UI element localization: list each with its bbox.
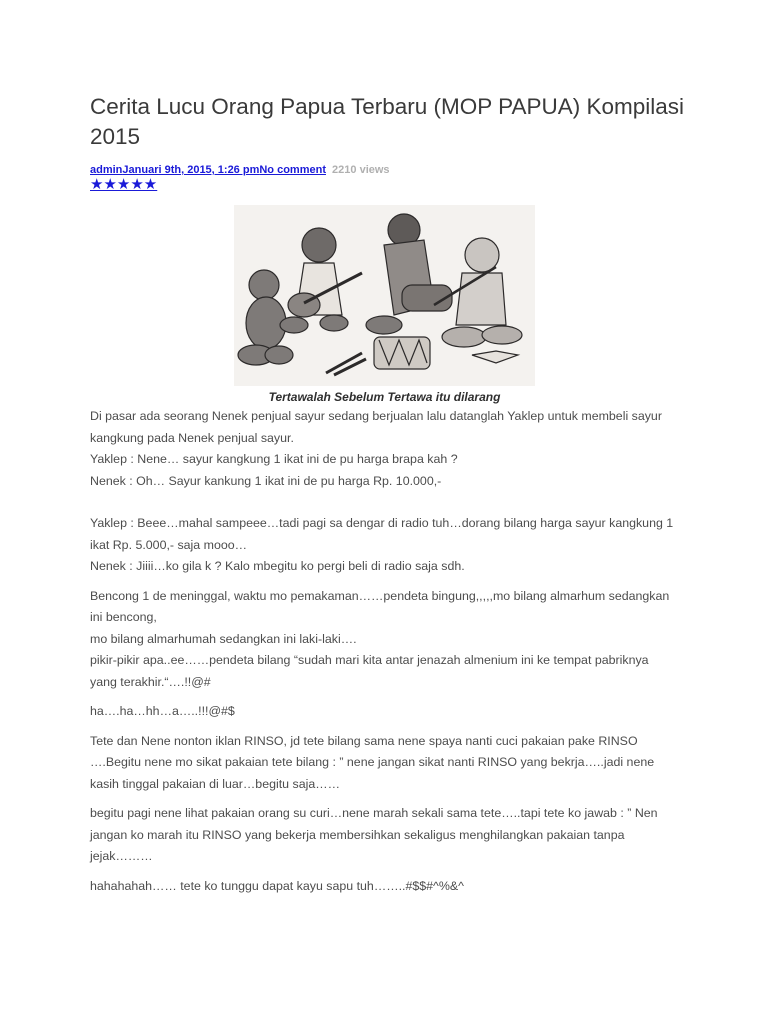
paragraph-6: hahahahah…… tete ko tunggu dapat kayu sapu tuh……..#$$#^%&^ (90, 878, 464, 893)
paragraph-text: pikir-pikir apa..ee……pendeta bilang “sudah mari kita antar jenazah almenium ini ke tempat pabriknya yang terakhir.“….!!@# (90, 653, 649, 689)
image-caption: Tertawalah Sebelum Tertawa itu dilarang (268, 390, 501, 404)
paragraph-4: Tete dan Nene nonton iklan RINSO, jd tete bilang sama nene spaya nanti cuci pakaian pake RINSO ….Begitu nene mo sikat pakaian tete bilang : ” nene jangan sikat nanti RINSO yang bekrja…..jadi nene kasih tinggal pakaian di luar…begitu saja…… (90, 733, 655, 791)
paragraph-5: begitu pagi nene lihat pakaian orang su curi…nene marah sekali sama tete…..tapi tete ko jawab : ” Nen jangan ko marah itu RINSO yang bekerja membersihkan sekaligus menghilangkan pakaian tanpa jejak……… (90, 806, 658, 863)
paragraph-text: Yaklep : Beee…mahal sampeee…tadi pagi sa dengar di radio tuh…dorang bilang harga sayur kangkung 1 ikat Rp. 5.000,- saja mooo… (90, 516, 674, 552)
paragraph-text: Yaklep : Nene… sayur kangkung 1 ikat ini de pu harga brapa kah ? (90, 452, 458, 466)
paragraph-text: Nenek : Oh… Sayur kankung 1 ikat ini de pu harga Rp. 10.000,- (90, 473, 442, 488)
star-rating[interactable]: ★★★★★ (90, 176, 158, 193)
article-meta (90, 164, 390, 176)
paragraph-text: Nenek : Jiiii…ko gila k ? Kalo mbegitu ko pergi beli di radio saja sdh. (90, 559, 465, 573)
comments-link[interactable]: No comment (259, 164, 326, 176)
paragraph-text: mo bilang almarhumah sedangkan ini laki-laki…. (90, 631, 357, 646)
paragraph-3: ha….ha…hh…a…..!!!@#$ (90, 704, 235, 718)
view-count: 2210 views (332, 164, 390, 176)
paragraph-1 (90, 406, 675, 578)
date-link[interactable]: Januari 9th, 2015, 1:26 pm (122, 164, 260, 176)
article-illustration (234, 205, 535, 386)
paragraph-spacer (90, 492, 675, 513)
paragraph-2 (90, 586, 675, 694)
article-body (90, 406, 675, 905)
paragraph-text: Bencong 1 de meninggal, waktu mo pemakaman……pendeta bingung,,,,,mo bilang almarhum sedangkan ini bencong, (90, 588, 670, 624)
author-link[interactable]: admin (90, 164, 123, 176)
article-title: Cerita Lucu Orang Papua Terbaru (MOP PAPUA) Kompilasi 2015 (90, 94, 685, 149)
children-music-drawing (234, 205, 535, 386)
paragraph-text: Di pasar ada seorang Nenek penjual sayur sedang berjualan lalu datanglah Yaklep untuk membeli sayur kangkung pada Nenek penjual sayur. (90, 409, 662, 445)
